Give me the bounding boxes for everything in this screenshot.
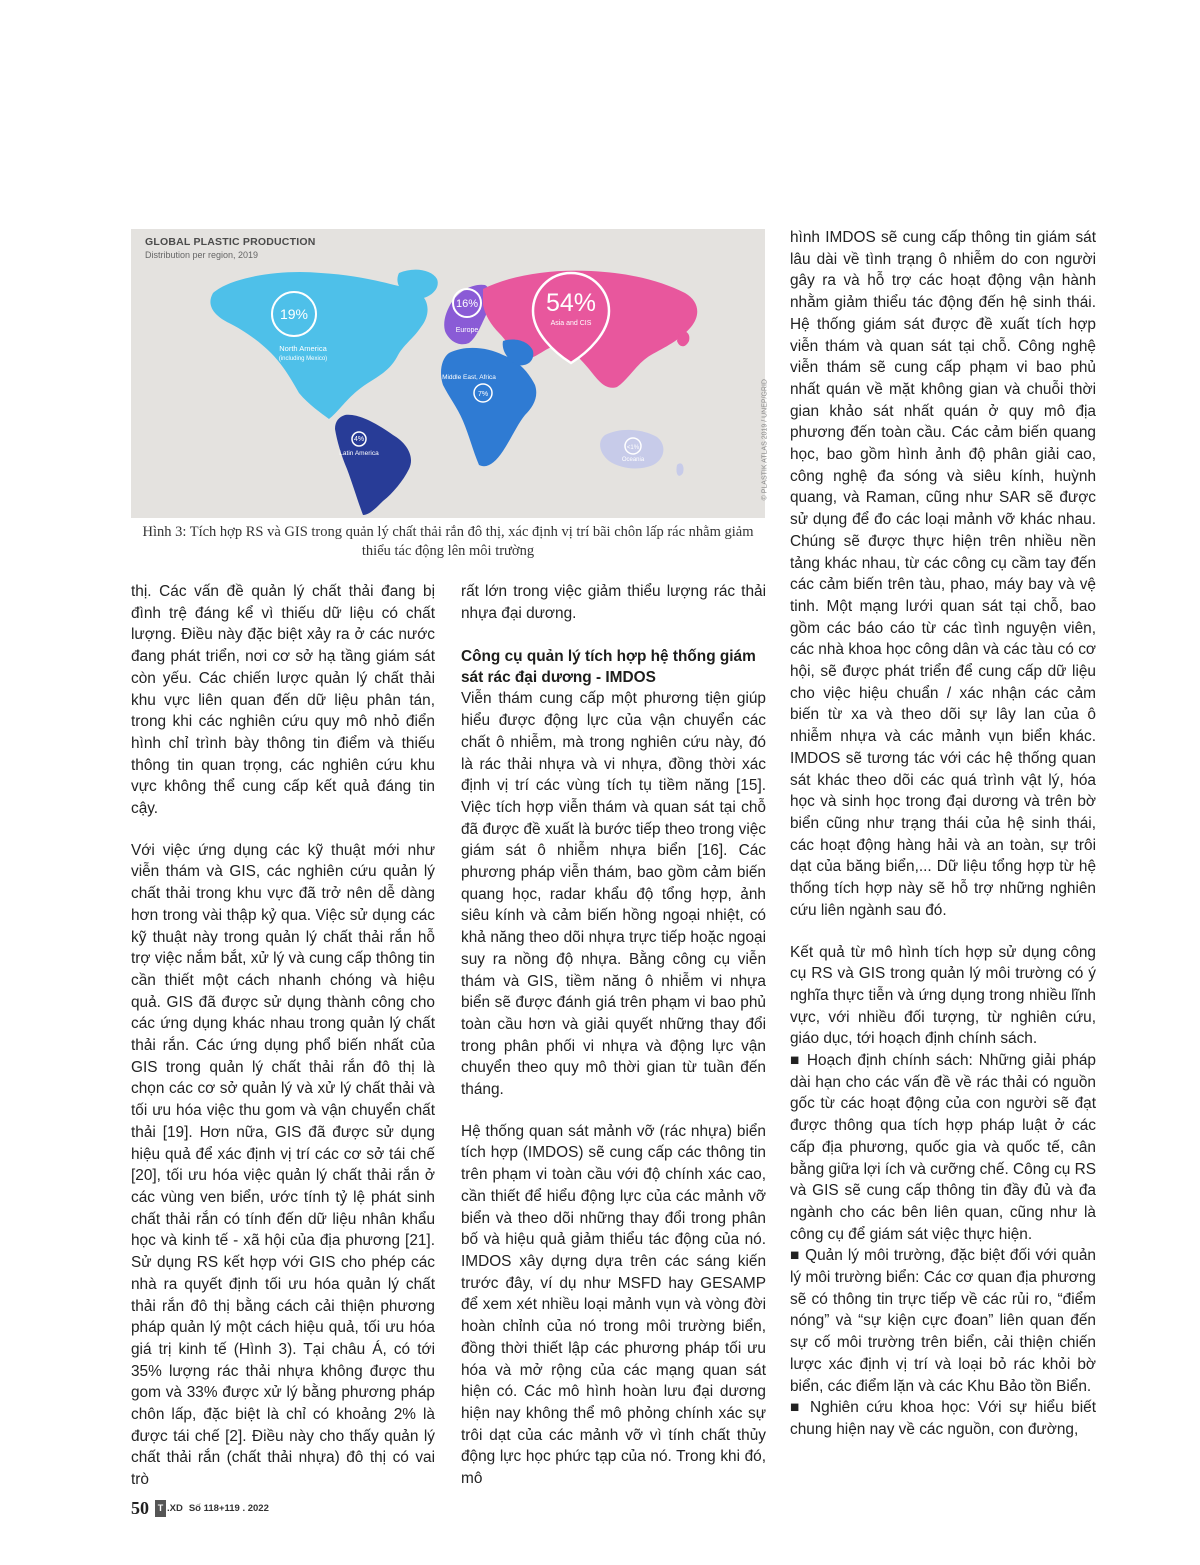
magazine-logo-text: .XD: [167, 1502, 183, 1514]
paragraph: Viễn thám cung cấp một phương tiện giúp hiểu được động lực của vận chuyển các chất ô nhiễm, mà trong nghiên cứu này, đó là rác thải nhựa và vi nhựa, đồng thời xác định vị trí các vùng tích tụ tiềm năng [15]. Việc tích hợp viễn thám và quan sát tại chỗ đã được đề xuất là bước tiếp theo trong việc giám sát ô nhiễm nhựa biển [16]. Các phương pháp viễn thám, bao gồm cảm biến quang học, radar khẩu độ tổng hợp, ảnh siêu kính và cảm biến hồng ngoại nhiệt, có khả năng theo dõi nhựa trực tiếp hoặc ngoại suy ra nồng độ nhựa. Bằng công cụ viễn thám và GIS, tiềm năng ô nhiễm vi nhựa biển sẽ được đánh giá trên phạm vi bao phủ toàn cầu hơn và giải quyết những thay đổi trong phân phối vi nhựa và động lực vận chuyển theo quy mô thời gian từ tuần đến tháng.: [461, 690, 766, 1099]
paragraph: rất lớn trong việc giảm thiểu lượng rác thải nhựa đại dương.: [461, 583, 766, 622]
bullet-paragraph: ■ Hoạch định chính sách: Những giải pháp dài hạn cho các vấn đề về rác thải có nguồn gốc từ các hoạt động của con người sẽ đạt được thông qua tích hợp pháp luật ở các cấp địa phương, quốc gia và quốc tế, cân bằng giữa lợi ích và cưỡng chế. Công cụ RS và GIS sẽ cung cấp thông tin đầy đủ và đa ngành cho các bên liên quan, cũng như là công cụ để giám sát việc thực hiện.: [790, 1052, 1097, 1243]
paragraph: hình IMDOS sẽ cung cấp thông tin giám sát lâu dài về tình trạng ô nhiễm do con người gây ra và hỗ trợ các hoạt động vận hành nhằm giảm thiểu tác động đến hệ sinh thái. Hệ thống giám sát được đề xuất tích hợp viễn thám và quan sát tại chỗ. Công nghệ viễn thám sẽ cung cấp phạm vi bao phủ nhất quán về mặt không gian và chuỗi thời gian khảo sát nhất quán ở quy mô địa phương đến toàn cầu. Các cảm biến quang học, bao gồm hình ảnh độ phân giải cao, công nghệ đa sóng và siêu kính, huỳnh quang, và Raman, cũng như SAR sẽ được sử dụng để đo các loại mảnh vỡ khác nhau. Chúng sẽ được thực hiện trên nhiều nền tảng khác nhau, từ các công cụ cầm tay đến các cảm biến trên tàu, phao, máy bay và vệ tinh. Một mạng lưới quan sát tại chỗ, bao gồm các báo cáo từ các tình nguyện viên, các nhà khoa học công dân và các tàu có cơ hội, sẽ được phát triển để cung cấp dữ liệu cho việc hiệu chuẩn / xác nhận các cảm biến từ xa và theo dõi sự lây lan của ô nhiễm nhựa và các mảnh vụn biển khác. IMDOS sẽ tương tác với các hệ thống quan sát khác theo dõi các quá trình vật lý, hóa học và sinh học trong đại dương và trên bờ biển cũng như trạng thái của hệ sinh thái, các hoạt động hàng hải và an toàn, sự trôi dạt của băng biển,... Dữ liệu tổng hợp từ hệ thống tích hợp này sẽ hỗ trợ những nghiên cứu liên ngành sau đó.: [790, 229, 1096, 919]
label-north-america-pct: 19%: [279, 306, 309, 322]
paragraph: Kết quả từ mô hình tích hợp sử dụng công cụ RS và GIS trong quản lý môi trường có ý nghĩa thực tiễn và ứng dụng trong nhiều lĩnh vực, với nhiều đối tượng, từ nghiên cứu, giáo dục, tới hoạch định chính sách.: [790, 943, 1096, 1048]
label-oceania-pct: <1%: [626, 445, 640, 451]
column-1: [131, 581, 435, 1491]
issue-number: Số 118+119 . 2022: [188, 1502, 269, 1514]
plastic-production-map-figure: [131, 229, 768, 518]
page-footer: [131, 1497, 269, 1519]
label-asia-pct: 54%: [545, 289, 597, 317]
label-north-america-note: (including Mexico): [278, 356, 328, 362]
region-new-zealand: [676, 463, 683, 475]
label-latin-america-pct: 4%: [353, 436, 365, 443]
column-2: [461, 581, 766, 1490]
bullet-paragraph: ■ Quản lý môi trường, đặc biệt đối với quản lý môi trường biển: Các cơ quan địa phương sẽ có thông tin trực tiếp về các rủi ro, “điểm nóng” và “sự kiện cực đoan” liên quan đến sự cố môi trường trên biển, cải thiện chiến lược xác định vị trí và loại bỏ rác khỏi bờ biển, các điểm lặn và các Khu Bảo tồn Biển.: [790, 1247, 1096, 1395]
world-map: [131, 229, 765, 518]
label-north-america-name: North America: [279, 344, 327, 353]
magazine-logo-icon: T: [155, 1500, 166, 1517]
figure-credit: © PLASTIK ATLAS 2019 / UNEP/GRID: [761, 379, 768, 501]
figure-title: GLOBAL PLASTIC PRODUCTION: [145, 236, 316, 248]
page-number: 50: [131, 1497, 149, 1518]
label-africa-name: Middle East, Africa: [442, 374, 496, 381]
paragraph: thị. Các vấn đề quản lý chất thải đang bị đình trệ đáng kể vì thiếu dữ liệu có chất lượng. Điều này đặc biệt xảy ra ở các nước đang phát triển, nơi cơ sở hạ tầng giám sát còn yếu. Các chiến lược quản lý chất thải khu vực liên quan đến dữ liệu phân tán, trong khi các nghiên cứu quy mô nhỏ điển hình chỉ trình bày thông tin điểm và thiếu thông tin quan trọng, các nghiên cứu khu vực không thể cung cấp kết quả đáng tin cậy.: [131, 583, 435, 818]
bullet-paragraph: ■ Nghiên cứu khoa học: Với sự hiểu biết chung hiện nay về các nguồn, con đường,: [790, 1399, 1096, 1438]
label-latin-america-name: Latin America: [339, 450, 379, 457]
section-heading: Công cụ quản lý tích hợp hệ thống giám sát rác đại dương - IMDOS: [461, 648, 756, 687]
figure-caption: Hình 3: Tích hợp RS và GIS trong quản lý chất thải rắn đô thị, xác định vị trí bãi chôn lấp rác nhằm giảm thiểu tác động lên môi trường: [142, 524, 754, 559]
region-latin-america: [335, 415, 411, 515]
region-africa: [441, 348, 536, 466]
paragraph: Hệ thống quan sát mảnh vỡ (rác nhựa) biển tích hợp (IMDOS) sẽ cung cấp các thông tin trên phạm vi toàn cầu với độ chính xác cao, cần thiết để hiểu động lực của các mảnh vỡ biển và theo dõi những thay đổi trong phân bố và hiệu quả giảm thiểu tác động của nó. IMDOS xây dựng dựa trên các sáng kiến trước đây, ví dụ như MSFD hay GESAMP để xem xét nhiều loại mảnh vụn và vòng đời hoàn chỉnh của nó trong môi trường biển, đồng thời thiết lập các phương pháp tối ưu hóa và mở rộng của các mạng quan sát hiện có. Các mô hình hoàn lưu đại dương hiện nay không thể mô phỏng chính xác sự trôi dạt của các mảnh vỡ vì tính chất thủy động lực học phức tạp của nó. Trong khi đó, mô: [461, 1122, 766, 1488]
label-oceania-name: Oceania: [621, 457, 645, 463]
label-asia-name: Asia and CIS: [550, 320, 592, 327]
paragraph: Với việc ứng dụng các kỹ thuật mới như viễn thám và GIS, các nghiên cứu quản lý chất thải trong khu vực đã trở nên dễ dàng hơn trong vài thập kỷ qua. Việc sử dụng các kỹ thuật này trong quản lý chất thải rắn hỗ trợ việc nắm bắt, xử lý và cung cấp thông tin cần thiết một cách nhanh chóng và hiệu quả. GIS đã được sử dụng thành công cho các ứng dụng khác nhau trong quản lý chất thải rắn. Các ứng dụng phổ biến nhất của GIS trong quản lý chất thải rắn đô thị là chọn các cơ sở quản lý và xử lý chất thải và tối ưu hóa việc thu gom và vận chuyển chất thải [19]. Hơn nữa, GIS đã được sử dụng hiệu quả để xác định vị trí các cơ sở tái chế [20], tối ưu hóa việc quản lý chất thải rắn ở các vùng ven biển, ước tính tỷ lệ phát sinh chất thải rắn có tính đến dữ liệu nhân khẩu học và kinh tế - xã hội của địa phương [21]. Sử dụng RS kết hợp với GIS cho phép các nhà ra quyết định tối ưu hóa quản lý chất thải rắn đô thị bằng cách cải thiện phương pháp quản lý một cách hiệu quả, tối ưu hóa giá trị kinh tế (Hình 3). Tại châu Á, có tới 35% lượng rác thải nhựa không được thu gom và 33% được xử lý bằng phương pháp chôn lấp, đặc biệt là chỉ có khoảng 2% là được tái chế [2]. Điều này cho thấy quản lý chất thải rắn (chất thải nhựa) đô thị có vai trò: [131, 841, 435, 1489]
region-japan: [677, 331, 689, 346]
label-europe-pct: 16%: [455, 298, 479, 310]
label-europe-name: Europe: [455, 327, 479, 334]
figure-subtitle: Distribution per region, 2019: [145, 250, 259, 260]
column-3: [790, 227, 1096, 1441]
label-africa-pct: 7%: [477, 391, 489, 398]
